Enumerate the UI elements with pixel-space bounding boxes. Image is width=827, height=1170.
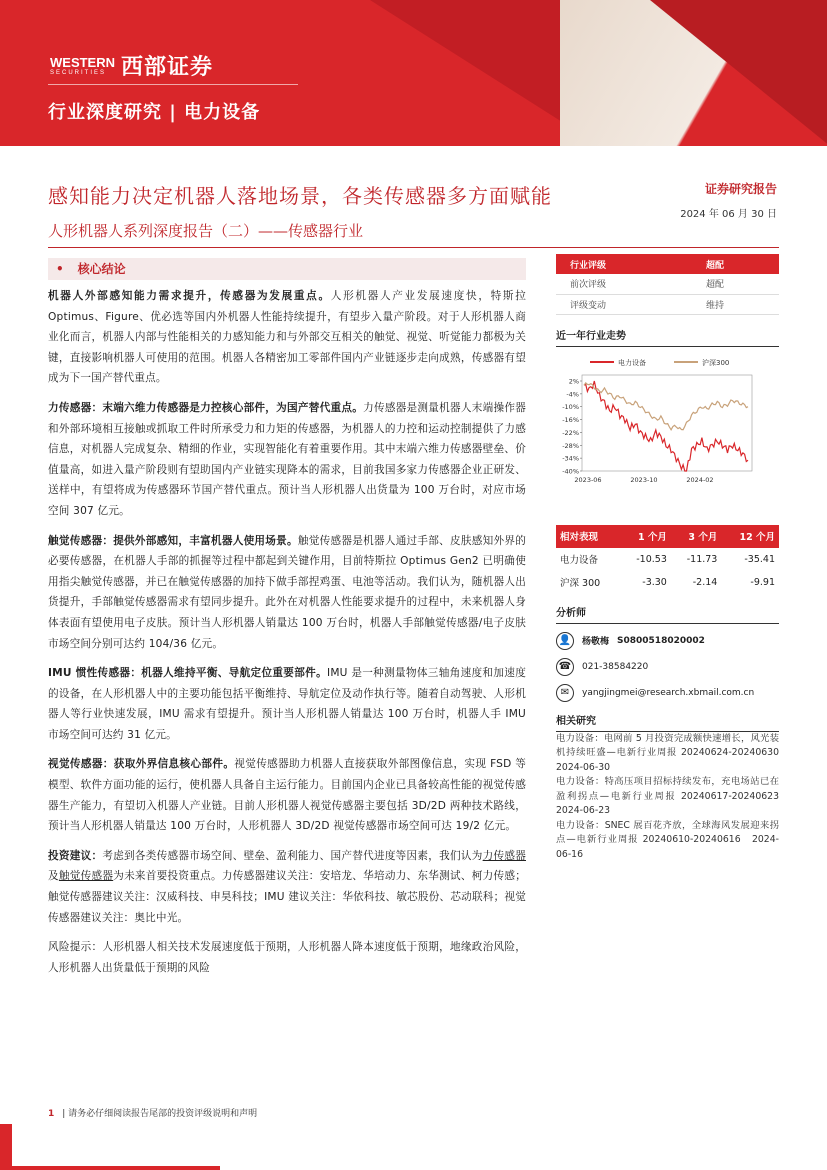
paragraph-lead: 视觉传感器：获取外界信息核心部件。 (48, 758, 235, 771)
header-cell: 1 个月 (620, 525, 670, 548)
footer-divider: | (62, 1109, 69, 1119)
analyst-cert: S0800518020002 (617, 635, 705, 646)
footer-decoration (0, 1166, 220, 1170)
paragraph-text: 力传感器是测量机器人末端操作器和外部环境相互接触或抓取工件时所承受力和力矩的传感器，为机器人的力控和运动控制提供了力感信息，对机器人完成复杂、精细的作业，实现智能化有着重要作用。其中末端六维力传感器壁垒、价值量高，如进入量产阶段则有望助国内产业链实现降本的需求，目前我国多家力传感器企业正研发、送样中，有望将成为传感器环节国产替代重点。预计当人形机器人出货量为 100 万台时，对应市场空间 307 亿元。 (48, 401, 526, 517)
y-tick-label: -4% (566, 389, 579, 398)
analyst-phone-row (556, 658, 779, 676)
rating-row (556, 274, 779, 294)
paragraph-lead: 触觉传感器：提供外部感知，丰富机器人使用场景。 (48, 534, 298, 547)
x-tick-label: 2024-02 (686, 475, 714, 484)
rating-label: 评级变动 (556, 294, 692, 314)
related-item[interactable]: 电力设备：电网前 5 月投资完成额快速增长，风光装机持续旺盛—电新行业周报 20240624-20240630 2024-06-30 (556, 732, 789, 773)
paragraph (48, 286, 526, 389)
rating-label: 前次评级 (556, 274, 692, 294)
company-logo (50, 50, 213, 81)
paragraph-text: 视觉传感器助力机器人直接获取外部图像信息，实现 FSD 等模型、软件方面功能的运行，使机器人具备自主运行能力。目前国内企业已具备较高性能的视觉传感器生产能力，有望切入机器人产业链。目前人形机器人视觉传感器主要包括 3D/2D 两种技术路线，预计当人形机器人销量达 100 万台时，人形机器人 3D/2D 视觉传感器市场空间可达 19/2 亿元。 (48, 758, 526, 833)
paragraph-lead: 力传感器：末端六维力传感器是力控核心部件，为国产替代重点。 (48, 401, 364, 414)
cell-value: -9.91 (750, 576, 775, 588)
highlight-force-sensor: 力传感器 (482, 849, 526, 862)
related-item[interactable]: 电力设备：SNEC 展百花齐放，全球海风发展迎来拐点—电新行业周报 20240610-20240616 2024-06-16 (556, 819, 779, 860)
investment-advice (48, 846, 526, 928)
y-tick-label: 2% (568, 377, 579, 385)
analyst-phone: 021-38584220 (582, 661, 649, 672)
page-number: 1 (48, 1109, 55, 1119)
rating-value: 维持 (692, 294, 779, 314)
y-tick-label: -22% (562, 428, 579, 437)
header-cell: 相对表现 (556, 525, 620, 548)
cell-value: -2.14 (692, 576, 718, 588)
banner-divider (48, 84, 298, 85)
x-tick-label: 2023-06 (574, 475, 602, 484)
trend-chart-svg (556, 351, 779, 489)
related-item[interactable]: 电力设备：特高压项目招标持续发布，充电场站已在盈利拐点—电新行业周报 20240617-20240623 2024-06-23 (556, 776, 789, 816)
mail-icon: ✉ (556, 684, 574, 702)
performance-header (556, 525, 779, 548)
logo-en-sub: SECURITIES (50, 69, 107, 76)
page-footer (48, 1106, 257, 1119)
paragraph (48, 663, 526, 745)
analyst-email[interactable]: yangjingmei@research.xbmail.com.cn (582, 687, 755, 698)
row-label: 电力设备 (560, 555, 599, 566)
header-banner (0, 0, 827, 146)
paragraph (48, 754, 526, 836)
y-tick-label: -28% (562, 441, 579, 450)
paragraph-text: 及 (48, 870, 59, 883)
performance-table (556, 525, 779, 594)
legend-label: 沪深300 (702, 358, 730, 367)
analyst-name: 杨敬梅 (582, 637, 610, 647)
paragraph-lead: 机器人外部感知能力需求提升，传感器为发展重点。 (48, 290, 331, 302)
analyst-email-row (556, 684, 779, 702)
rating-value: 超配 (692, 254, 779, 274)
highlight-tactile-sensor: 触觉传感器 (58, 870, 114, 883)
y-tick-label: -10% (562, 402, 579, 411)
rating-table (556, 254, 779, 315)
section-heading-text: 核心结论 (77, 262, 126, 276)
report-date: 2024 年 06 月 30 日 (680, 209, 777, 220)
y-tick-label: -16% (562, 415, 579, 424)
paragraph-text: 人形机器人产业发展速度快，特斯拉 Optimus、Figure、优必选等国内外机器人性能持续提升，有望步入量产阶段。对于人形机器人商业化而言，机器人内部与性能相关的力感知能力和与外部交互相关的触觉、视觉、听觉能力都极为关键，直接影响机器人可使用的范围。机器人各精密加工零部件国内产业链逐步走向成熟，传感器有望成为下一国产替代重点。 (48, 290, 526, 385)
banner-subtitle: 行业深度研究 | 电力设备 (48, 102, 261, 123)
person-icon: 👤 (556, 632, 574, 650)
series-line (584, 381, 748, 471)
header-cell: 12 个月 (721, 525, 779, 548)
y-tick-label: -40% (562, 467, 579, 475)
rating-row (556, 294, 779, 314)
bullet-icon: • (56, 262, 64, 276)
paragraph-text: IMU 是一种测量物体三轴角速度和加速度的设备，在人形机器人中的主要功能包括平衡维持、导航定位及动作执行等。随着自动驾驶、人形机器人等行业快速发展，IMU 需求有望提升。预计当人形机器人销量达 100 万台时，机器人手 IMU 市场空间可达约 31 亿元。 (48, 667, 526, 741)
footer-disclaimer: 请务必仔细阅读报告尾部的投资评级说明和声明 (68, 1109, 258, 1119)
paragraph (48, 531, 526, 655)
report-subtitle: 人形机器人系列深度报告（二）——传感器行业 (48, 222, 364, 240)
paragraph-lead: IMU 惯性传感器：机器人维持平衡、导航定位重要部件。 (48, 667, 327, 680)
cell-value: -3.30 (642, 576, 667, 588)
report-type: 证券研究报告 (704, 182, 777, 196)
banner-decoration (650, 0, 827, 146)
logo-en (50, 56, 115, 76)
cell-value: -10.53 (636, 553, 667, 565)
analyst-name-row (556, 632, 779, 650)
risk-warning: 风险提示：人形机器人相关技术发展速度低于预期，人形机器人降本速度低于预期，地缘政治风险，人形机器人出货量低于预期的风险 (48, 941, 526, 974)
footer-decoration (0, 1124, 12, 1170)
chart-title: 近一年行业走势 (556, 327, 779, 347)
paragraph-lead: 投资建议： (48, 849, 103, 862)
related-heading: 相关研究 (556, 712, 779, 732)
section-heading (48, 258, 526, 280)
phone-icon: ☎ (556, 658, 574, 676)
paragraph-text: 考虑到各类传感器市场空间、壁垒、盈利能力、国产替代进度等因素，我们认为 (102, 849, 483, 862)
sidebar (556, 254, 789, 862)
y-tick-label: -34% (562, 454, 579, 463)
x-tick-label: 2023-10 (630, 475, 658, 484)
plot-frame (582, 375, 752, 471)
paragraph-text: 触觉传感器是机器人通过手部、皮肤感知外界的必要传感器，在机器人手部的抓握等过程中都起到关键作用，目前特斯拉 Optimus Gen2 已明确使用指尖触觉传感器，并已在触觉传感器的加持下做手部捏鸡蛋、电池等活动。我们认为，随机器人出货提升，手部触觉传感器需求有望同步提升。此外在对机器人性能要求提升的过程中，未来机器人身体表面有望使用电子皮肤。预计当人形机器人销量达 100 万台时，机器人手部触觉传感器/电子皮肤市场空间分别可达约 104/36 亿元。 (48, 534, 526, 650)
rating-label: 行业评级 (556, 254, 692, 274)
rating-value: 超配 (692, 274, 779, 294)
row-label: 沪深 300 (560, 578, 601, 589)
core-conclusion (48, 258, 526, 987)
paragraph (48, 398, 526, 522)
title-divider (48, 247, 779, 248)
header-cell: 3 个月 (671, 525, 721, 548)
paragraph-text: 为未来首要投资重点。力传感器建议关注：安培龙、华培动力、东华测试、柯力传感；触觉传感器建议关注：汉威科技、申昊科技；IMU 建议关注：华依科技、敏芯股份、芯动联科；视觉传感器建议关注：奥比中光。 (48, 870, 526, 924)
cell-value: -11.73 (686, 553, 718, 565)
trend-chart (556, 351, 779, 489)
cell-value: -35.41 (744, 553, 775, 565)
table-row (556, 571, 779, 594)
logo-en-text: WESTERN (50, 54, 115, 70)
analyst-heading: 分析师 (556, 604, 779, 624)
report-title: 感知能力决定机器人落地场景，各类传感器多方面赋能 (48, 184, 552, 208)
table-row (556, 548, 779, 571)
logo-cn: 西部证券 (121, 55, 214, 80)
rating-row (556, 254, 779, 274)
legend-label: 电力设备 (618, 358, 646, 367)
